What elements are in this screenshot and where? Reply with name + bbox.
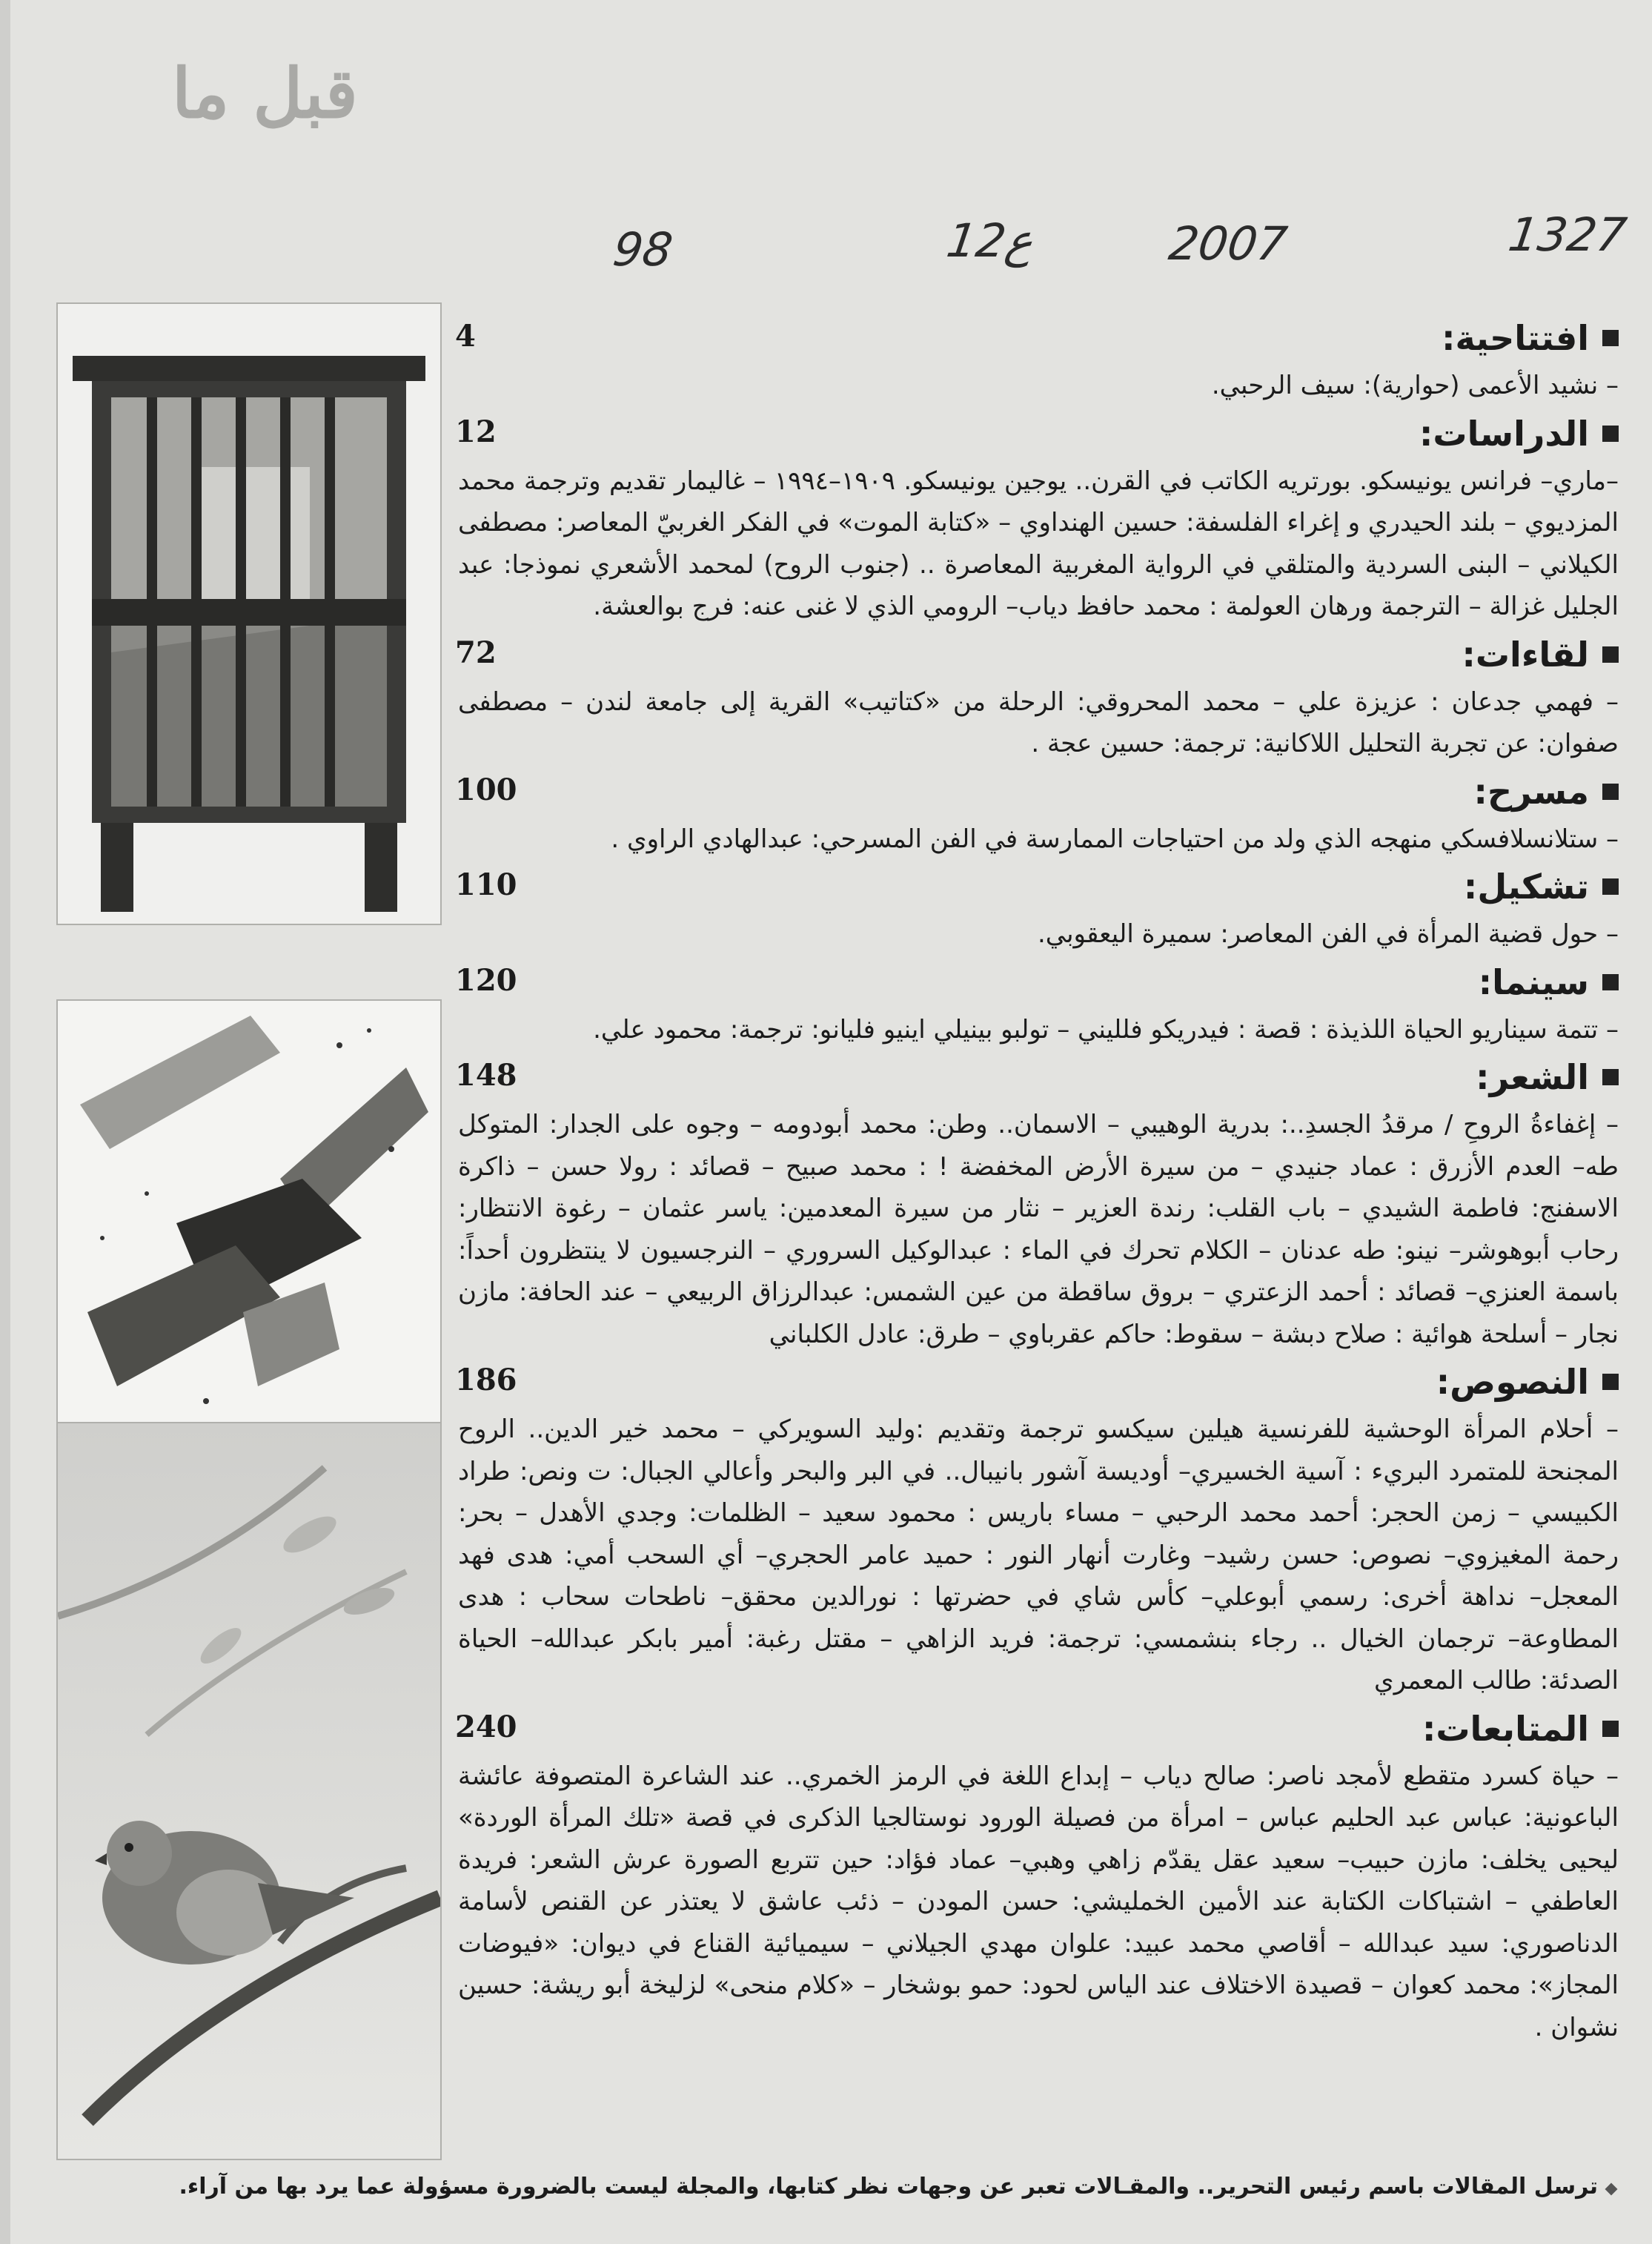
section-body: – فهمي جدعان : عزيزة علي – محمد المحروقي: الرحلة من «كتاتيب» القرية إلى جامعة لندن – مصطفى صفوان: عن تجربة التحليل اللاكانية: ترجمة: حسين عجة . (458, 686, 1619, 758)
section-title: الدراسات: (1419, 413, 1589, 454)
section-title: مسرح: (1473, 771, 1589, 812)
footer-disclaimer (179, 2174, 1616, 2200)
section-follow-ups (455, 1702, 1619, 2049)
section-title: افتتاحية: (1442, 318, 1589, 358)
section-bullet (1602, 330, 1619, 346)
page-number: 4 (455, 319, 476, 354)
section-interviews (455, 628, 1619, 765)
pencil-month: 12ع (943, 214, 1038, 268)
footer-text: ترسل المقالات باسم رئيس التحرير.. والمقـالات تعبر عن وجهات نظر كتابها، والمجلة ليست بالضرورة مسؤولة عما يرد بها من آراء. (179, 2174, 1598, 2200)
page-number: 148 (455, 1058, 517, 1093)
section-title: سينما: (1478, 962, 1589, 1002)
pencil-reference-number: 1327 (1505, 208, 1630, 262)
section-cinema (455, 956, 1619, 1051)
section-body: – ستلانسلافسكي منهجه الذي ولد من احتياجات الممارسة في الفن المسرحي: عبدالهادي الراوي . (611, 824, 1619, 854)
page-number: 100 (455, 772, 517, 807)
section-title: لقاءات: (1462, 634, 1589, 675)
section-title: المتابعات: (1422, 1708, 1589, 1749)
section-body: – إغفاءةُ الروحِ / مرقدُ الجسدِ..: بدرية الوهيبي – الاسمان.. وطن: محمد أبودومه – وجوه على الجدار: المتوكل طه– العدم الأزرق : عماد جنيدي – من سيرة الأرض المخفضة ! : محمد صبيح – قصائد : رولا حسن – ذاكرة الاسفنج: فاطمة الشيدي – باب القلب: رندة العزير – نثار من سيرة المعدمين: ياسر عثمان – رغوة الانتظار: رحاب أبوهوشر– نينو: طه عدنان – الكلام تحرك في الماء : عبدالوكيل السروري – النرجسيون لا ينتظرون أحداً: باسمة العنزي– قصائد : أحمد الزعتري – بروق ساقطة من عين الشمس: عبدالرزاق الربيعي – عند الحافة: مازن نجار – أسلحة هوائية : صلاح دبشة – سقوط: حاكم عقرباوي – طرق: عادل الكلباني (458, 1110, 1619, 1349)
page-number: 120 (455, 962, 517, 998)
section-bullet (1602, 974, 1619, 990)
page-edge (0, 0, 10, 2244)
diamond-bullet-icon (1605, 2183, 1618, 2196)
page-number: 72 (455, 635, 497, 670)
section-bullet (1602, 646, 1619, 663)
section-title: الشعر: (1476, 1057, 1589, 1097)
section-visual-arts (455, 860, 1619, 956)
section-body: – حول قضية المرأة في الفن المعاصر: سميرة اليعقوبي. (1037, 919, 1619, 949)
section-body: – أحلام المرأة الوحشية للفرنسية هيلين سيكسو ترجمة وتقديم :وليد السويركي – محمد خير الدين.. الروح المجنحة للمتمرد البريء : آسية الخسيري– أوديسة آشور بانيبال.. في البر والبحر وأعالي الجبال: ت ونص: طراد الكبيسي – زمن الحجر: أحمد محمد الرحبي – مساء باريس : محمود سعيد – الظلمات: وجدي الأهدل – بحر: رحمة المغيزوي– نصوص: حسن رشيد– وغارت أنهار النور : حميد عامر الحجري– أي السحب أمي: هدى فهد المعجل– نداهة أخرى: رسمي أبوعلي– كأس شاي في حضرتها : نورالدين محقق– ناطحات سحاب : هدى المطاوعة– ترجمان الخيال .. رجاء بنشمسي: ترجمة: فريد الزاهي – مقتل رغبة: أمير بابكر عبدالله– الحياة الصدئة: طالب المعمري (458, 1414, 1619, 1695)
pencil-issue-number: 98 (609, 222, 677, 277)
section-texts (455, 1355, 1619, 1702)
section-bullet (1602, 1069, 1619, 1085)
section-title: تشكيل: (1463, 867, 1589, 907)
section-bullet (1602, 878, 1619, 895)
bird-illustration (56, 1422, 442, 2160)
section-studies (455, 407, 1619, 628)
section-body: – حياة كسرد متقطع لأمجد ناصر: صالح دياب – إبداع اللغة في الرمز الخمري.. عند الشاعرة المتصوفة عائشة الباعونية: عباس عبد الحليم عباس – امرأة من فصيلة الورود نوستالجيا الذكرى في قصة «تلك المرأة الوردة» ليحيى يخلف: مازن حبيب– سعيد عقل يقدّم زاهي وهبي– عماد فؤاد: حين تتربع الصورة عرش الشعر: فريدة العاطفي – اشتباكات الكتابة عند الأمين الخمليشي: حسن المودن – ذئب عاشق لا يعتذر عن القنص لأسامة الدناصوري: سيد عبدالله – أقاصي محمد عبيد: علوان مهدي الجيلاني – سيميائية القناع في ديوان: «فيوضات المجاز»: محمد كعوان – قصيدة الاختلاف عند الياس لحود: حمو بوشخار – «كلام منحى» لزليخة أبو ريشة: حسين نشوان . (458, 1761, 1619, 2042)
window-illustration (56, 302, 442, 925)
table-of-contents (455, 311, 1619, 2048)
section-poetry (455, 1050, 1619, 1355)
section-body: –ماري– فرانس يونيسكو. بورتريه الكاتب في القرن.. يوجين يونيسكو. ١٩٠٩–١٩٩٤ – غاليمار تقديم وترجمة محمد المزديوي – بلند الحيدري و إغراء الفلسفة: حسين الهنداوي – «كتابة الموت» في الفكر الغربيّ المعاصر: مصطفى الكيلاني – البنى السردية والمتلقي في الرواية المغربية المعاصرة .. (جنوب الروح) لمحمد الأشعري نموذجا: عبد الجليل غزالة – الترجمة ورهان العولمة : محمد حافظ دياب– الرومي الذي لا غنى عنه: فرج بوالعشة. (458, 466, 1619, 621)
section-body: – نشيد الأعمى (حوارية): سيف الرحبي. (1211, 371, 1619, 400)
section-bullet (1602, 784, 1619, 800)
pencil-year: 2007 (1165, 216, 1290, 271)
page-number: 110 (455, 867, 517, 902)
magazine-logo: قبل ما (172, 53, 358, 133)
section-body: – تتمة سيناريو الحياة اللذيذة : قصة : فيدريكو فلليني – تولبو بينيلي اينيو فليانو: ترجمة: محمود علي. (593, 1014, 1619, 1045)
abstract-brush-illustration (56, 999, 442, 1435)
section-title: النصوص: (1436, 1362, 1589, 1402)
section-bullet (1602, 1374, 1619, 1390)
section-bullet (1602, 1721, 1619, 1737)
section-bullet (1602, 426, 1619, 442)
page-number: 240 (455, 1709, 517, 1744)
section-theatre (455, 765, 1619, 861)
page-number: 12 (455, 414, 497, 449)
section-editorial (455, 311, 1619, 407)
page-number: 186 (455, 1363, 517, 1397)
